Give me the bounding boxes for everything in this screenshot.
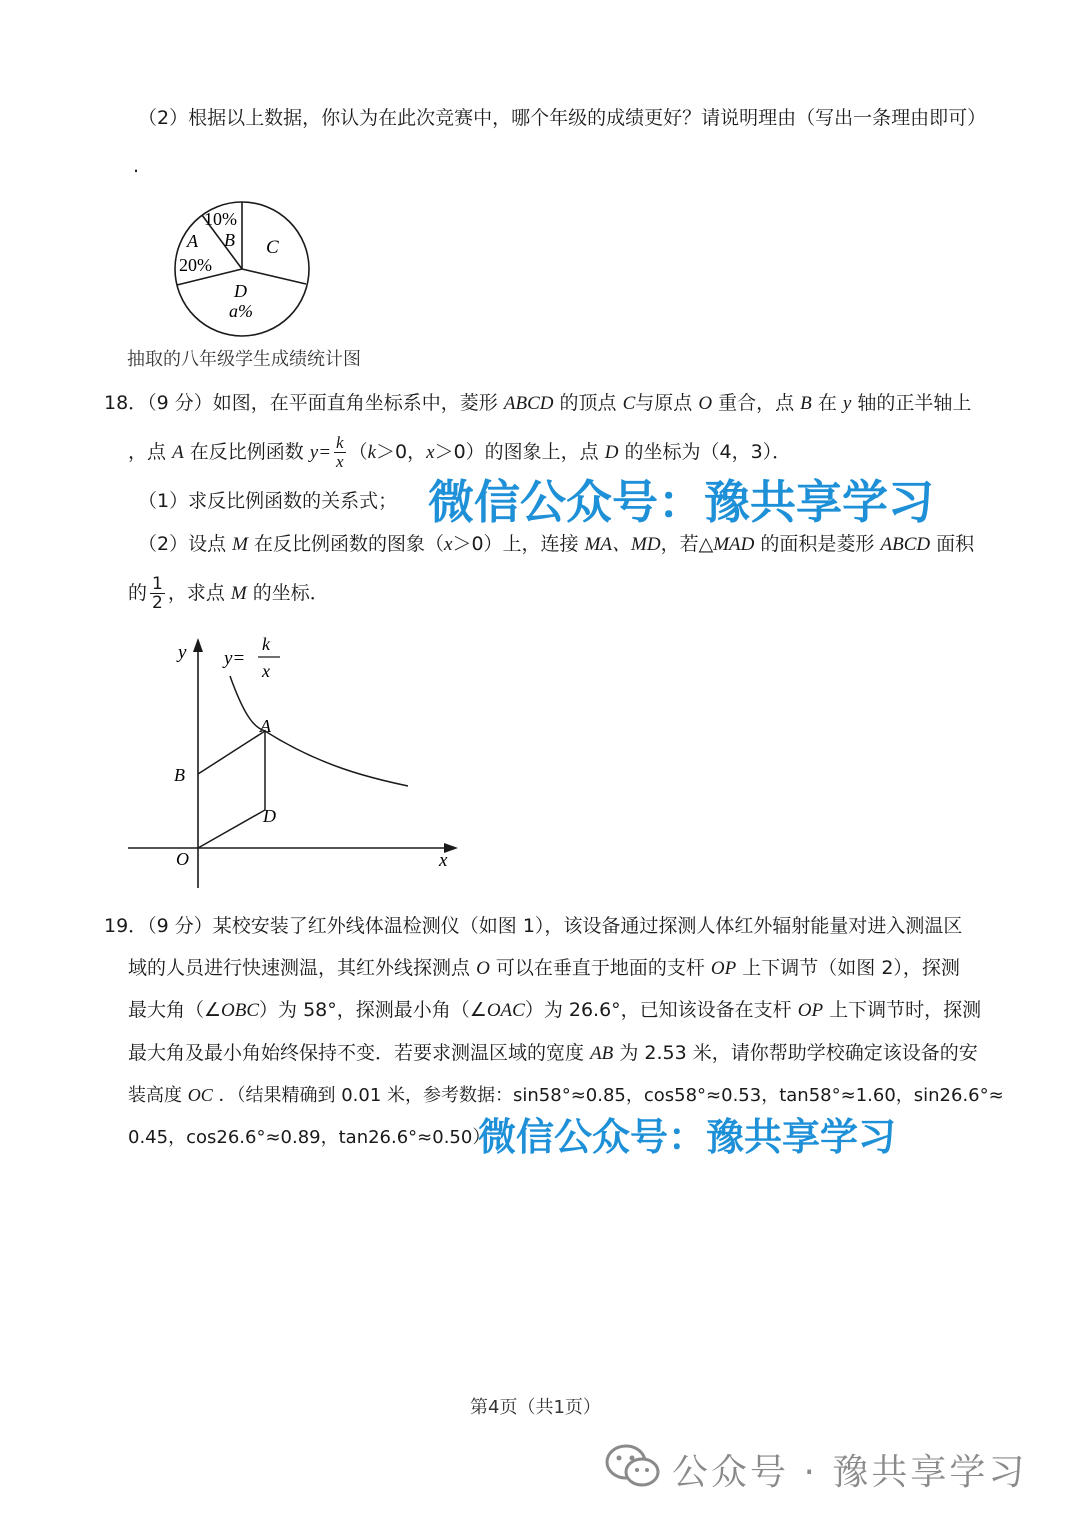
fraction-k-over-x: $\frac{k}{x}$ xyxy=(336,433,344,471)
coordinate-graph xyxy=(120,628,470,893)
y-axis-label: y xyxy=(178,642,187,663)
question-19-line-5: 装高度 OC ．（结果精确到 0.01 米，参考数据：sin58°≈0.85，cos58°≈0.53，tan58°≈1.60，sin26.6°≈ xyxy=(128,1085,1004,1106)
pie-label-d-percent: a% xyxy=(229,301,253,321)
pie-label-a: A xyxy=(187,231,198,251)
question-19-line-6: 0.45，cos26.6°≈0.89，tan26.6°≈0.50） xyxy=(128,1127,491,1148)
function-label-denominator: x xyxy=(262,661,270,681)
fraction-one-half: $\frac{1}{2}$ xyxy=(152,574,163,613)
question-19-line-1: 19．（9 分）某校安装了红外线体温检测仪（如图 1），该设备通过探测人体红外辐射能量对进入测温区 xyxy=(104,915,963,937)
pie-label-c: C xyxy=(266,237,279,258)
answer-line-dot: . xyxy=(133,155,140,177)
point-label-a: A xyxy=(260,716,271,736)
question-19-line-2: 域的人员进行快速测温，其红外线探测点 O 可以在垂直于地面的支杆 OP 上下调节（如图 2），探测 xyxy=(128,957,960,979)
x-axis-label: x xyxy=(439,850,448,871)
pie-label-b-percent: 10% xyxy=(204,209,237,229)
point-label-o: O xyxy=(176,849,189,869)
point-label-b: B xyxy=(174,765,185,785)
brand-text: 公众号 · 豫共享学习 xyxy=(672,1452,1028,1493)
function-label-lhs: y= xyxy=(224,648,246,669)
question-18-line-1: 18．（9 分）如图，在平面直角坐标系中，菱形 ABCD 的顶点 C与原点 O 重合，点 B 在 y 轴的正半轴上 xyxy=(104,392,972,414)
function-label-numerator: k xyxy=(262,634,270,654)
pie-chart-caption: 抽取的八年级学生成绩统计图 xyxy=(127,349,361,370)
watermark: 微信公众号：豫共享学习 xyxy=(478,1115,897,1159)
wechat-icon xyxy=(604,1442,662,1490)
question-18-line-2: ，点 A 在反比例函数 y= $\frac{k}{x}$ （k＞0，x＞0）的图象上，点 D 的坐标为（4，3）． xyxy=(128,433,792,471)
y-axis-arrow xyxy=(193,638,203,652)
question-18-line-4: 的 $\frac{1}{2}$ ，求点 M 的坐标． xyxy=(128,574,329,613)
question-19-line-3: 最大角（∠OBC）为 58°，探测最小角（∠OAC）为 26.6°，已知该设备在支杆 OP 上下调节时，探测 xyxy=(128,999,982,1021)
point-label-d: D xyxy=(263,806,276,826)
question-17-part-2: （2）根据以上数据，你认为在此次竞赛中，哪个年级的成绩更好？请说明理由（写出一条理由即可） xyxy=(138,107,987,129)
pie-label-d: D xyxy=(234,281,247,301)
question-18-part-1: （1）求反比例函数的关系式； xyxy=(138,490,398,512)
question-18-part-2: （2）设点 M 在反比例函数的图象（x＞0）上，连接 MA、MD，若△MAD 的面积是菱形 ABCD 面积 xyxy=(138,533,975,555)
question-19-line-4: 最大角及最小角始终保持不变．若要求测温区域的宽度 AB 为 2.53 米，请你帮助学校确定该设备的安 xyxy=(128,1042,978,1064)
pie-divider xyxy=(242,269,306,284)
watermark: 微信公众号：豫共享学习 xyxy=(428,475,934,529)
page-number: 第4页（共1页） xyxy=(470,1397,601,1418)
pie-label-a-percent: 20% xyxy=(179,255,212,275)
hyperbola-curve xyxy=(230,676,408,786)
rhombus-abcd xyxy=(198,731,265,848)
pie-chart xyxy=(170,198,315,343)
pie-label-b: B xyxy=(224,230,235,250)
